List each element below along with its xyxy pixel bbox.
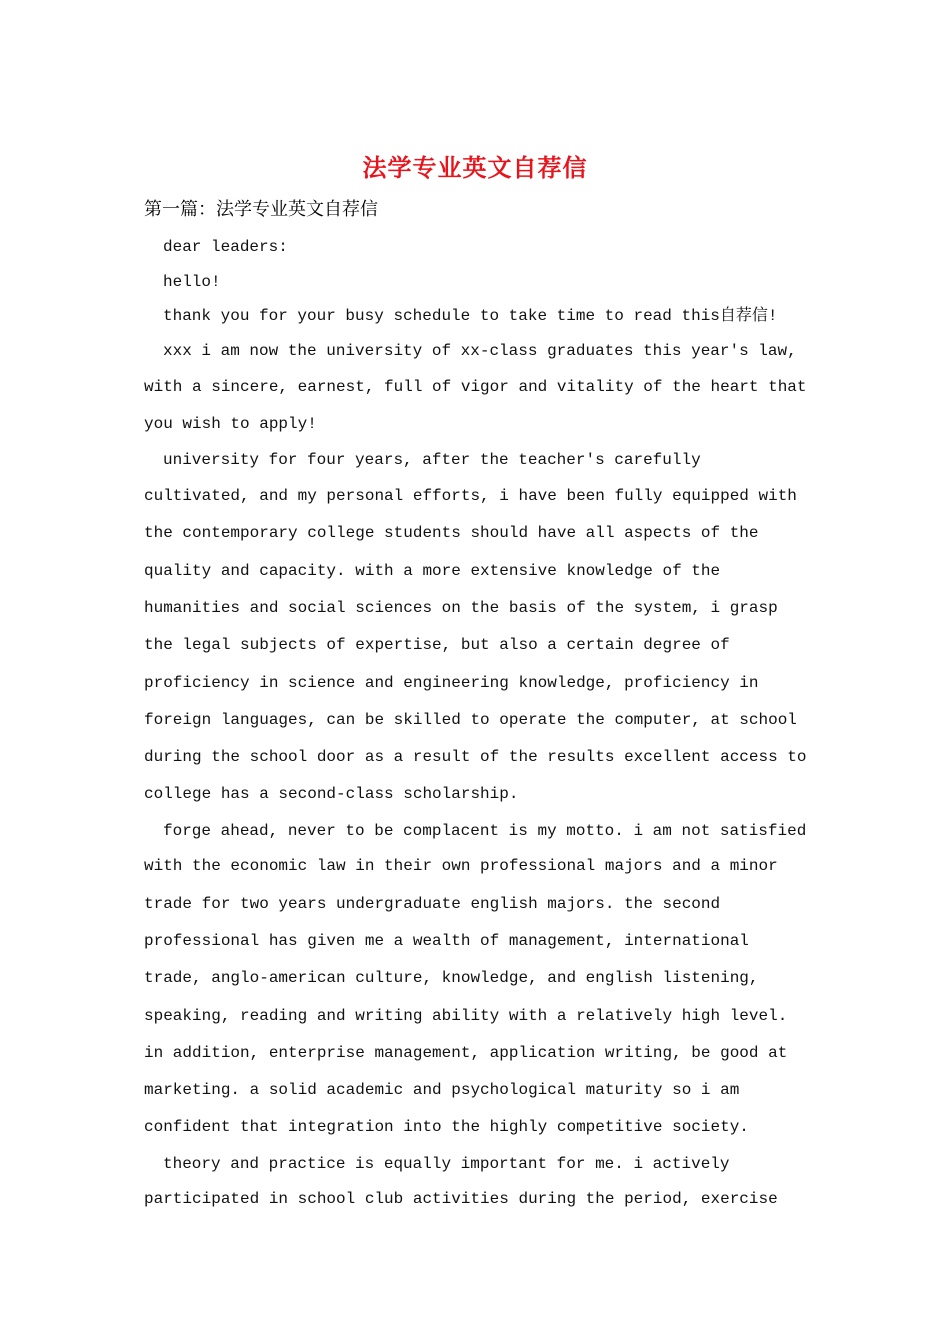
paragraph-line: hello! (163, 272, 221, 291)
paragraph-line: in addition, enterprise management, application writing, be good at (144, 1043, 788, 1062)
document-title: 法学专业英文自荐信 (362, 153, 588, 182)
paragraph-line: theory and practice is equally important for me. i actively (163, 1154, 730, 1173)
paragraph-line: university for four years, after the teacher's carefully (163, 451, 701, 470)
document-body (144, 230, 816, 1219)
paragraph-line: thank you for your busy schedule to take time to read this自荐信! (163, 307, 778, 326)
paragraph-line: you wish to apply! (144, 415, 317, 434)
paragraph (144, 443, 816, 813)
paragraph-line: proficiency in science and engineering knowledge, proficiency in (144, 673, 759, 692)
paragraph-line: speaking, reading and writing ability with a relatively high level. (144, 1006, 788, 1025)
paragraph (144, 814, 816, 1147)
paragraph-line: with a sincere, earnest, full of vigor and vitality of the heart that (144, 377, 807, 396)
paragraph-line: humanities and social sciences on the basis of the system, i grasp (144, 598, 778, 617)
paragraph-line: xxx i am now the university of xx-class graduates this year's law, (163, 342, 797, 361)
paragraph-line: trade, anglo-american culture, knowledge, and english listening, (144, 969, 759, 988)
paragraph (144, 334, 816, 443)
paragraph-line: quality and capacity. with a more extensive knowledge of the (144, 561, 721, 580)
paragraph (144, 299, 816, 334)
paragraph-line: college has a second-class scholarship. (144, 785, 519, 804)
paragraph-line: marketing. a solid academic and psychological maturity so i am (144, 1081, 740, 1100)
paragraph-line: dear leaders: (163, 238, 288, 256)
paragraph (144, 1147, 816, 1219)
paragraph (144, 265, 816, 300)
paragraph-line: confident that integration into the highly competitive society. (144, 1118, 749, 1137)
paragraph-line: forge ahead, never to be complacent is my motto. i am not satisfied (163, 821, 807, 840)
paragraph-line: trade for two years undergraduate english majors. the second (144, 894, 721, 913)
paragraph-line: professional has given me a wealth of management, international (144, 931, 749, 950)
paragraph-line: participated in school club activities during the period, exercise (144, 1190, 778, 1209)
paragraph-line: during the school door as a result of the results excellent access to (144, 748, 807, 767)
paragraph-line: foreign languages, can be skilled to operate the computer, at school (144, 710, 797, 729)
document-subtitle: 第一篇：法学专业英文自荐信 (144, 199, 378, 220)
paragraph-line: with the economic law in their own professional majors and a minor (144, 857, 778, 876)
paragraph-line: the legal subjects of expertise, but also a certain degree of (144, 636, 730, 655)
paragraph-line: cultivated, and my personal efforts, i have been fully equipped with (144, 487, 797, 506)
paragraph (144, 230, 816, 265)
paragraph-line: the contemporary college students should have all aspects of the (144, 524, 759, 543)
